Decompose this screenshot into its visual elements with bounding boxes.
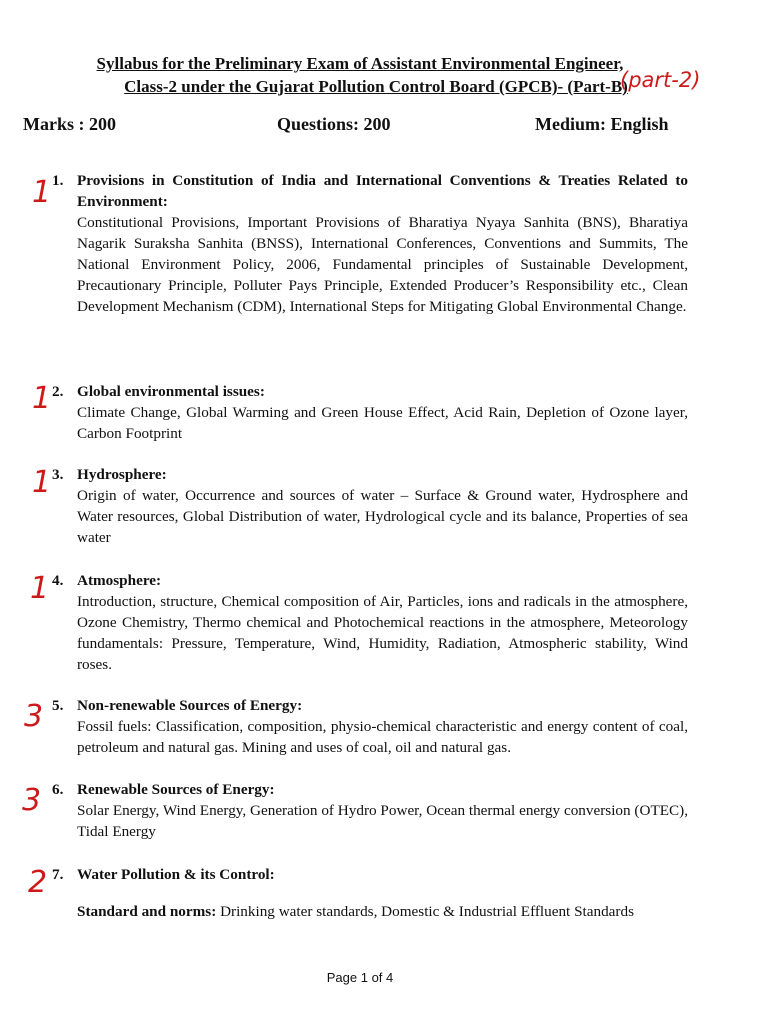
handwritten-mark-4: 1 [30, 571, 50, 606]
section-number: 5. [52, 697, 64, 714]
section-body [52, 901, 688, 922]
handwritten-mark-2: 1 [32, 381, 52, 416]
section-title: Non-renewable Sources of Energy: [77, 697, 303, 714]
section-body: Origin of water, Occurrence and sources of water – Surface & Ground water, Hydrosphere and Water resources, Global Distribution of water, Hydrological cycle and its balance, Properties of sea water [77, 487, 688, 546]
section-number: 2. [52, 383, 64, 400]
section-7 [52, 864, 688, 922]
section-body: Solar Energy, Wind Energy, Generation of Hydro Power, Ocean thermal energy conversion (OTEC), Tidal Energy [77, 802, 688, 840]
handwritten-mark-7: 2 [28, 865, 48, 900]
document-title-line-1: Syllabus for the Preliminary Exam of Assistant Environmental Engineer, [96, 54, 624, 73]
handwritten-mark-6: 3 [22, 783, 42, 818]
section-number: 6. [52, 781, 64, 798]
section-title: Hydrosphere: [77, 466, 167, 483]
section-6 [52, 779, 688, 842]
section-1 [52, 170, 688, 317]
section-body: Introduction, structure, Chemical composition of Air, Particles, ions and radicals in the atmosphere, Ozone Chemistry, Thermo chemical and Photochemical reactions in the atmosphere, Meteorology fundamentals: Pressure, Temperature, Wind, Humidity, Radiation, Atmospheric stability, Wind roses. [77, 593, 688, 673]
medium-label: Medium: English [535, 114, 669, 134]
section-title: Water Pollution & its Control: [77, 866, 275, 883]
section-3 [52, 464, 688, 548]
section-title: Renewable Sources of Energy: [77, 781, 275, 798]
section-sub-label: Standard and norms: [77, 903, 217, 920]
section-sub-text: Drinking water standards, Domestic & Industrial Effluent Standards [220, 903, 634, 920]
questions-label: Questions: 200 [277, 114, 391, 134]
section-number: 3. [52, 466, 64, 483]
section-body: Climate Change, Global Warming and Green House Effect, Acid Rain, Depletion of Ozone layer, Carbon Footprint [77, 404, 688, 442]
section-2 [52, 381, 688, 444]
section-body: Constitutional Provisions, Important Provisions of Bharatiya Nyaya Sanhita (BNS), Bharatiya Nagarik Suraksha Sanhita (BNSS), International Conferences, Conventions and Summits, The National Environment Policy, 2006, Fundamental principles of Sustainable Development, Precautionary Principle, Polluter Pays Principle, Extended Producer’s Responsibility etc., Clean Development Mechanism (CDM), International Steps for Mitigating Global Environmental Change. [77, 214, 688, 315]
section-body: Fossil fuels: Classification, composition, physio-chemical characteristic and energy content of coal, petroleum and natural gas. Mining and uses of coal, oil and natural gas. [77, 718, 688, 756]
section-number: 1. [52, 172, 64, 189]
section-title: Provisions in Constitution of India and International Conventions & Treaties Related to Environment: [77, 172, 688, 210]
section-4 [52, 570, 688, 675]
section-title: Atmosphere: [77, 572, 162, 589]
section-spacer [52, 885, 688, 901]
handwritten-title-note: (part-2) [620, 68, 701, 92]
marks-label: Marks : 200 [23, 114, 116, 134]
handwritten-mark-3: 1 [32, 465, 52, 500]
page-footer: Page 1 of 4 [326, 970, 394, 985]
handwritten-mark-5: 3 [24, 699, 44, 734]
section-number: 7. [52, 866, 64, 883]
handwritten-mark-1: 1 [32, 175, 52, 210]
document-title-line-2: Class-2 under the Gujarat Pollution Control Board (GPCB)- (Part-B) [124, 77, 628, 96]
section-number: 4. [52, 572, 64, 589]
section-title: Global environmental issues: [77, 383, 265, 400]
section-5 [52, 695, 688, 758]
